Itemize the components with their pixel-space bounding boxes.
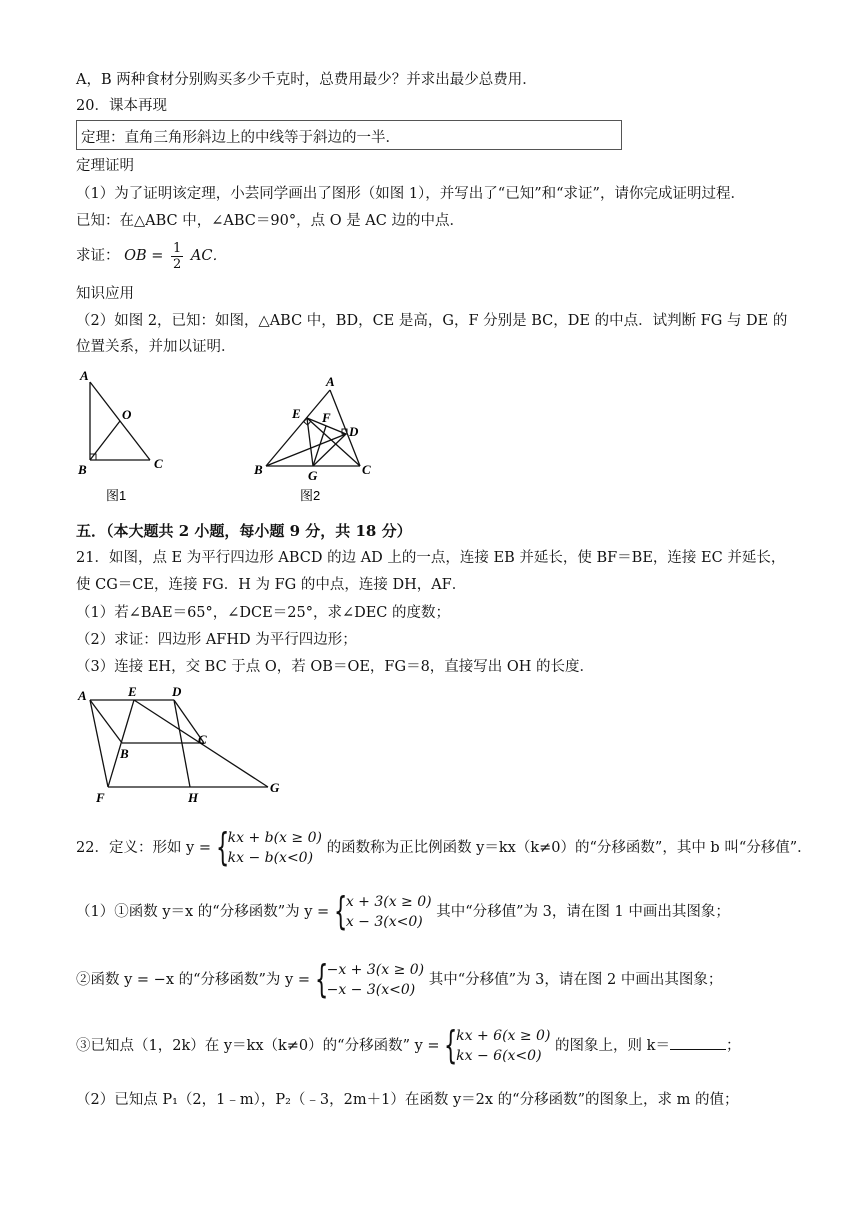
q22-def-piecewise bbox=[215, 825, 322, 869]
q22-part1-3 bbox=[76, 1024, 740, 1068]
theorem-text: 定理：直角三角形斜边上的中线等于斜边的一半． bbox=[81, 130, 400, 146]
q22-p2-suffix: 其中“分移值”为 3，请在图 2 中画出其图象； bbox=[428, 972, 723, 988]
fig2-label-g: G bbox=[308, 468, 318, 483]
q22-def-prefix: 22．定义：形如 y = bbox=[76, 840, 212, 856]
q21-label-e: E bbox=[128, 684, 137, 699]
q22-p3-end: ； bbox=[725, 1038, 741, 1054]
q20-figures bbox=[70, 362, 390, 512]
q20-part1: （1）为了证明该定理，小芸同学画出了图形（如图 1），并写出了“已知”和“求证”，请你完成证明过程． bbox=[76, 186, 745, 202]
q21-label-c: C bbox=[198, 732, 207, 747]
q22-p3-row1: kx + 6(x ≥ 0) bbox=[456, 1028, 551, 1044]
fig2-altitude-bd bbox=[266, 434, 346, 466]
q22-def-row2: kx − b(x<0) bbox=[227, 850, 314, 866]
fig2-label-a: A bbox=[326, 374, 335, 389]
q21-figure bbox=[72, 684, 292, 808]
q21-label-g: G bbox=[270, 780, 280, 795]
q22-p2-piecewise bbox=[314, 957, 425, 1001]
q21-label-f: F bbox=[96, 790, 105, 805]
parallelogram-figure bbox=[90, 700, 268, 787]
q20-title: 20．课本再现 bbox=[76, 98, 167, 114]
figure-2 bbox=[266, 390, 360, 466]
fig2-label-f: F bbox=[322, 410, 331, 425]
q22-p1-suffix: 其中“分移值”为 3，请在图 1 中画出其图象； bbox=[436, 904, 730, 920]
q21-part2: （2）求证：四边形 AFHD 为平行四边形； bbox=[76, 632, 357, 648]
fig1-label-a: A bbox=[80, 368, 89, 383]
q22-definition bbox=[76, 826, 812, 870]
brace-icon: { bbox=[333, 889, 348, 933]
q22-p3-prefix: ③已知点（1，2k）在 y＝kx（k≠0）的“分移函数” y = bbox=[76, 1038, 440, 1054]
fig2-label-c: C bbox=[362, 462, 371, 477]
q21-part3: （3）连接 EH，交 BC 于点 O，若 OB＝OE，FG＝8，直接写出 OH 的长度． bbox=[76, 659, 595, 675]
q21-line1: 21．如图，点 E 为平行四边形 ABCD 的边 AD 上的一点，连接 EB 并延长，使 BF＝BE，连接 EC 并延长， bbox=[76, 550, 786, 566]
q21-line2: 使 CG＝CE，连接 FG．H 为 FG 的中点，连接 DH，AF． bbox=[76, 577, 467, 593]
q21-label-a: A bbox=[78, 688, 87, 703]
q22-p1-prefix: （1）①函数 y＝x 的“分移函数”为 y = bbox=[76, 904, 330, 920]
q22-part1-1 bbox=[76, 890, 730, 934]
prove-prefix: 求证： bbox=[76, 248, 120, 264]
fig2-caption: 图2 bbox=[300, 488, 321, 503]
prove-lhs: OB = bbox=[124, 248, 164, 264]
q21-label-b: B bbox=[120, 746, 129, 761]
brace-icon: { bbox=[444, 1023, 458, 1067]
q22-p3-row2: kx − 6(x<0) bbox=[456, 1048, 542, 1064]
fig1-caption: 图1 bbox=[106, 488, 127, 503]
q21-part1: （1）若∠BAE＝65°，∠DCE＝25°，求∠DEC 的度数； bbox=[76, 605, 451, 621]
q19-tail-text: A，B 两种食材分别购买多少千克时，总费用最少？并求出最少总费用． bbox=[76, 72, 537, 88]
fig2-label-e: E bbox=[292, 406, 301, 421]
q22-p1-row1: x + 3(x ≥ 0) bbox=[345, 894, 432, 910]
figure-1 bbox=[90, 382, 150, 460]
q20-part2-line1: （2）如图 2，已知：如图，△ABC 中，BD，CE 是高，G，F 分别是 BC，DE 的中点．试判断 FG 与 DE 的 bbox=[76, 313, 788, 329]
q22-part1-2 bbox=[76, 958, 722, 1002]
fig2-label-b: B bbox=[254, 462, 263, 477]
one-half-fraction bbox=[171, 241, 183, 272]
application-heading: 知识应用 bbox=[76, 286, 134, 302]
prove-rhs: AC． bbox=[190, 248, 227, 264]
fraction-denominator: 2 bbox=[173, 256, 182, 272]
q22-p3-piecewise bbox=[444, 1023, 551, 1067]
q22-p2-row1: −x + 3(x ≥ 0) bbox=[326, 962, 425, 978]
fig1-label-o: O bbox=[122, 407, 132, 422]
q20-part2-line2: 位置关系，并加以证明． bbox=[76, 339, 236, 355]
q22-p3-suffix: 的图象上，则 k＝ bbox=[555, 1038, 670, 1054]
q22-p2-row2: −x − 3(x<0) bbox=[326, 982, 416, 998]
brace-icon: { bbox=[314, 957, 328, 1001]
fraction-numerator: 1 bbox=[173, 240, 182, 256]
q20-given: 已知：在△ABC 中，∠ABC＝90°，点 O 是 AC 边的中点． bbox=[76, 213, 464, 229]
fig1-label-c: C bbox=[154, 456, 163, 471]
q22-part2: （2）已知点 P₁（2，1﹣m），P₂（﹣3，2m＋1）在函数 y＝2x 的“分移函数”的图象上，求 m 的值； bbox=[76, 1092, 739, 1108]
q20-prove bbox=[76, 238, 227, 274]
q21-label-d: D bbox=[172, 684, 182, 699]
q22-p2-prefix: ②函数 y = −x 的“分移函数”为 y = bbox=[76, 972, 310, 988]
answer-blank[interactable] bbox=[670, 1035, 726, 1050]
fig1-label-b: B bbox=[78, 462, 87, 477]
section5-header: 五．（本大题共 2 小题，每小题 9 分，共 18 分） bbox=[76, 522, 412, 540]
q22-p1-piecewise bbox=[333, 889, 432, 933]
fig2-label-d: D bbox=[349, 424, 359, 439]
brace-icon: { bbox=[215, 825, 229, 869]
proof-heading: 定理证明 bbox=[76, 158, 134, 174]
theorem-box bbox=[76, 120, 622, 150]
q22-def-row1: kx + b(x ≥ 0) bbox=[227, 830, 322, 846]
q22-p1-row2: x − 3(x<0) bbox=[345, 914, 423, 930]
fig2-side-ab bbox=[266, 390, 330, 466]
q22-def-suffix: 的函数称为正比例函数 y＝kx（k≠0）的“分移函数”，其中 b 叫“分移值”． bbox=[326, 840, 812, 856]
q21-label-h: H bbox=[188, 790, 199, 805]
